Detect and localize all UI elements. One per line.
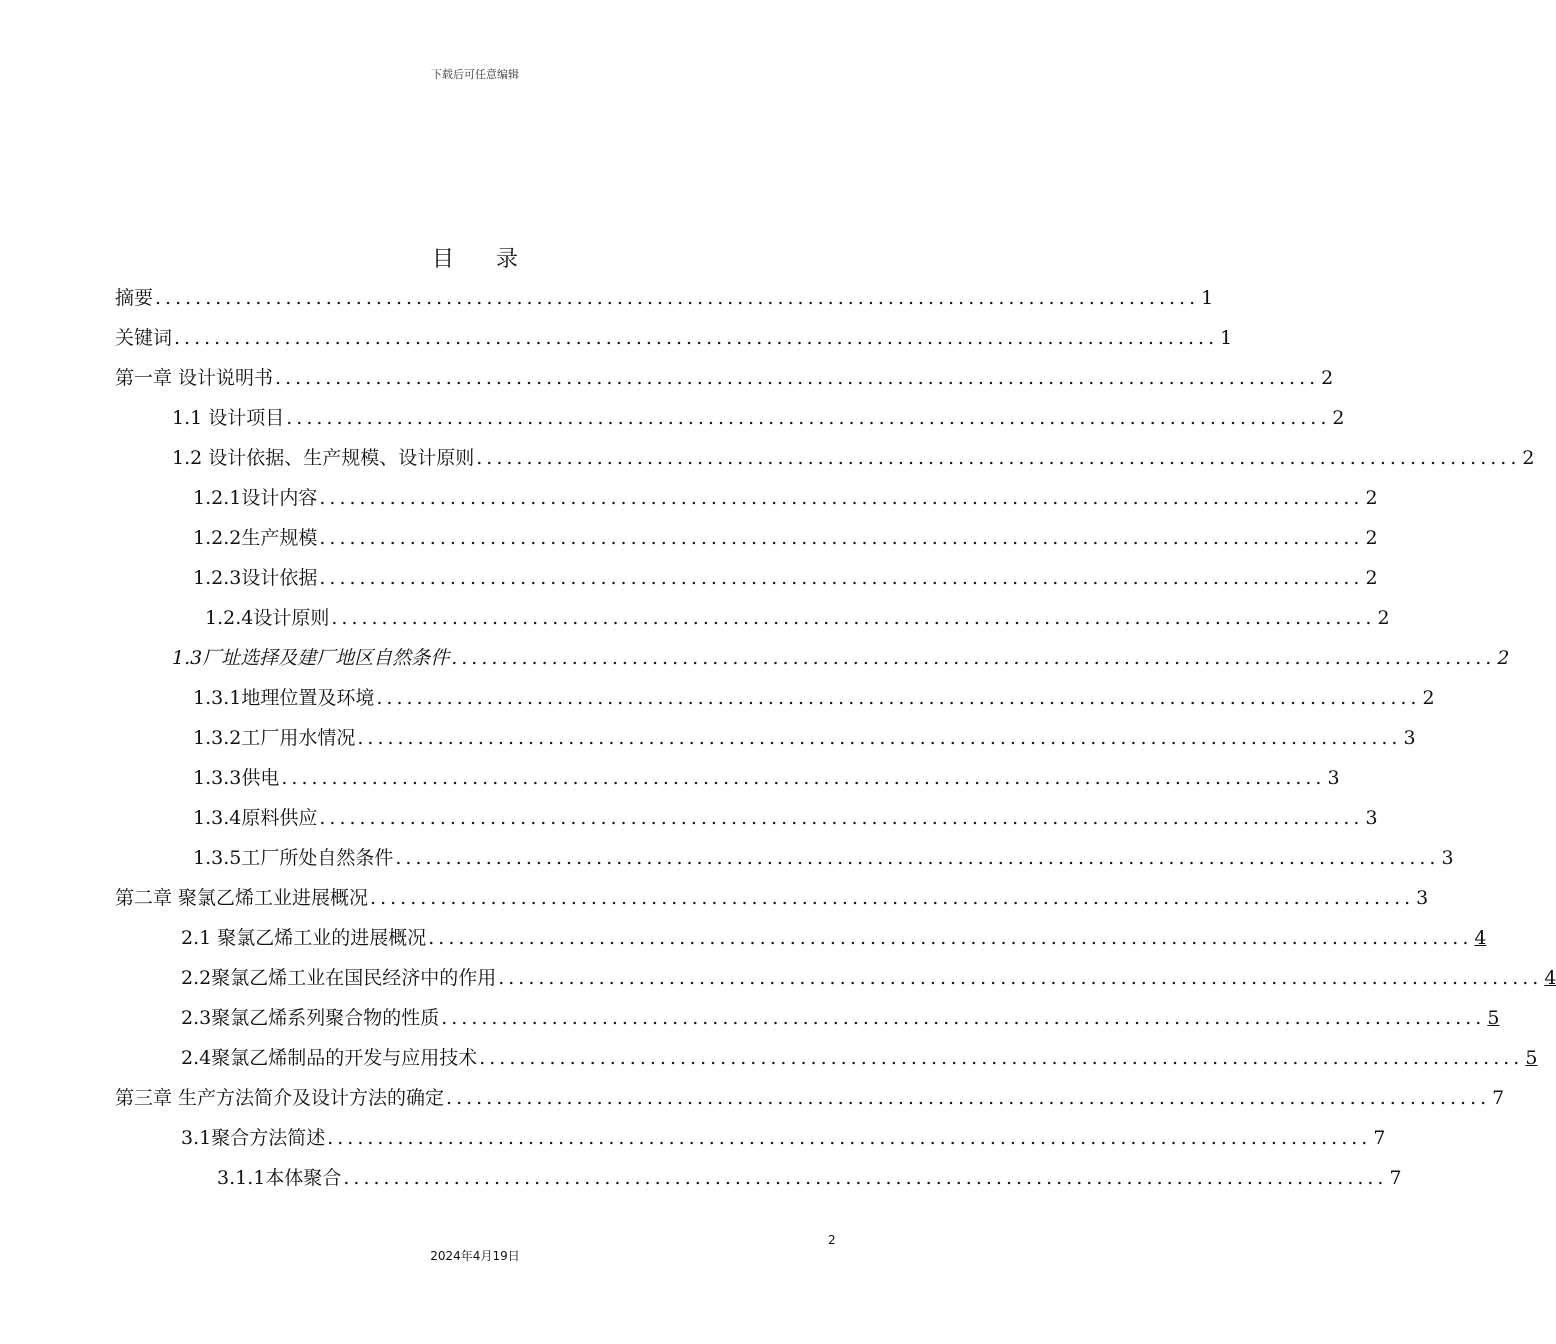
toc-entry-page: 7 bbox=[1389, 1167, 1402, 1189]
toc-entry-label: 3.1.1本体聚合 bbox=[217, 1167, 342, 1189]
toc-entry-label: 1.2.2生产规模 bbox=[193, 527, 318, 549]
toc-entry-page: 3 bbox=[1441, 847, 1454, 869]
toc-leader: ........................................................................................................ bbox=[370, 887, 1415, 909]
toc-entry[interactable] bbox=[205, 600, 1390, 636]
toc-entry-label: 1.1 设计项目 bbox=[172, 407, 285, 429]
toc-leader: ........................................................................................................ bbox=[319, 807, 1364, 829]
toc-entry[interactable] bbox=[181, 1040, 1538, 1076]
toc-leader: ........................................................................................................ bbox=[174, 327, 1219, 349]
toc-entry[interactable] bbox=[115, 360, 1334, 396]
toc-entry[interactable] bbox=[193, 560, 1378, 596]
toc-leader: ........................................................................................................ bbox=[286, 407, 1331, 429]
toc-entry[interactable] bbox=[181, 920, 1487, 956]
toc-entry-label: 1.3.3供电 bbox=[193, 767, 280, 789]
toc-entry-label: 1.2 设计依据、生产规模、设计原则 bbox=[172, 447, 475, 469]
toc-leader: ........................................................................................................ bbox=[155, 287, 1200, 309]
toc-entry-label: 第二章 聚氯乙烯工业进展概况 bbox=[115, 887, 369, 909]
toc-entry[interactable] bbox=[193, 800, 1378, 836]
toc-entry-label: 2.2聚氯乙烯工业在国民经济中的作用 bbox=[181, 967, 497, 989]
toc-leader: ........................................................................................................ bbox=[275, 367, 1320, 389]
toc-leader: ........................................................................................................ bbox=[319, 527, 1364, 549]
toc-leader: ........................................................................................................ bbox=[441, 1007, 1486, 1029]
toc-entry[interactable] bbox=[115, 320, 1233, 356]
toc-entry-label: 1.3.1地理位置及环境 bbox=[193, 687, 375, 709]
toc-entry-page: 1 bbox=[1220, 327, 1233, 349]
toc-leader: ........................................................................................................ bbox=[446, 1087, 1491, 1109]
toc-leader: ........................................................................................................ bbox=[376, 687, 1421, 709]
toc-entry-page: 3 bbox=[1365, 807, 1378, 829]
toc-entry[interactable] bbox=[217, 1160, 1402, 1196]
toc-entry-page: 5 bbox=[1487, 1007, 1500, 1029]
toc-entry[interactable] bbox=[115, 880, 1429, 916]
toc-entry-page: 2 bbox=[1522, 447, 1535, 469]
toc-entry-page: 7 bbox=[1373, 1127, 1386, 1149]
toc-entry-page: 3 bbox=[1327, 767, 1340, 789]
toc-entry-label: 1.3.5工厂所处自然条件 bbox=[193, 847, 394, 869]
toc-leader: ........................................................................................................ bbox=[327, 1127, 1372, 1149]
toc-entry[interactable] bbox=[193, 720, 1416, 756]
toc-leader: ........................................................................................................ bbox=[357, 727, 1402, 749]
toc-entry-page: 2 bbox=[1365, 527, 1378, 549]
toc-entry-page: 3 bbox=[1416, 887, 1429, 909]
toc-entry[interactable] bbox=[193, 840, 1454, 876]
toc-leader: ........................................................................................................ bbox=[319, 567, 1364, 589]
toc-entry-page: 2 bbox=[1321, 367, 1334, 389]
toc-leader: ........................................................................................................ bbox=[428, 927, 1473, 949]
toc-entry[interactable] bbox=[115, 280, 1214, 316]
toc-entry-page: 2 bbox=[1365, 487, 1378, 509]
toc-entry-page: 1 bbox=[1201, 287, 1214, 309]
toc-leader: ........................................................................................................ bbox=[476, 447, 1521, 469]
toc-entry-page: 2 bbox=[1422, 687, 1435, 709]
toc-entry-page: 2 bbox=[1365, 567, 1378, 589]
toc-entry-label: 第一章 设计说明书 bbox=[115, 367, 274, 389]
toc-entry-label: 2.3聚氯乙烯系列聚合物的性质 bbox=[181, 1007, 440, 1029]
toc-leader: ........................................................................................................ bbox=[395, 847, 1440, 869]
toc-leader: ........................................................................................................ bbox=[331, 607, 1376, 629]
toc-leader: ........................................................................................................ bbox=[479, 1047, 1524, 1069]
toc-leader: ........................................................................................................ bbox=[319, 487, 1364, 509]
toc-entry-label: 1.2.4设计原则 bbox=[205, 607, 330, 629]
toc-entry-label: 1.2.3设计依据 bbox=[193, 567, 318, 589]
toc-entry[interactable] bbox=[172, 440, 1535, 476]
toc-entry-page: 3 bbox=[1403, 727, 1416, 749]
toc-entry-page: 5 bbox=[1525, 1047, 1538, 1069]
footer-date: 2024年4月19日 bbox=[430, 1249, 520, 1263]
toc-entry-label: 2.1 聚氯乙烯工业的进展概况 bbox=[181, 927, 427, 949]
toc-title: 目录 bbox=[431, 247, 560, 272]
toc-entry[interactable] bbox=[193, 520, 1378, 556]
toc-entry-page: 4 bbox=[1474, 927, 1487, 949]
toc-entry[interactable] bbox=[181, 960, 1556, 996]
toc-leader: ........................................................................................................ bbox=[451, 647, 1496, 669]
toc-entry-page: 2 bbox=[1377, 607, 1390, 629]
toc-entry[interactable] bbox=[172, 400, 1345, 436]
toc-entry[interactable] bbox=[193, 760, 1340, 796]
page-number: 2 bbox=[828, 1233, 836, 1247]
toc-leader: ........................................................................................................ bbox=[498, 967, 1543, 989]
toc-entry-label: 1.3.2工厂用水情况 bbox=[193, 727, 356, 749]
toc-entry-page: 4 bbox=[1544, 967, 1556, 989]
toc-entry[interactable] bbox=[172, 640, 1510, 676]
toc-entry[interactable] bbox=[181, 1120, 1386, 1156]
toc-entry-label: 摘要 bbox=[115, 287, 154, 309]
toc-entry[interactable] bbox=[193, 480, 1378, 516]
toc-entry-page: 7 bbox=[1492, 1087, 1505, 1109]
toc-entry-label: 第三章 生产方法简介及设计方法的确定 bbox=[115, 1087, 445, 1109]
toc-entry-label: 2.4聚氯乙烯制品的开发与应用技术 bbox=[181, 1047, 478, 1069]
toc-leader: ........................................................................................................ bbox=[281, 767, 1326, 789]
toc-entry-label: 关键词 bbox=[115, 327, 173, 349]
toc-leader: ........................................................................................................ bbox=[343, 1167, 1388, 1189]
toc-entry-label: 1.3.4原料供应 bbox=[193, 807, 318, 829]
toc-entry-page: 2 bbox=[1332, 407, 1345, 429]
toc-entry-label: 1.3厂址选择及建厂地区自然条件 bbox=[172, 647, 450, 669]
toc-entry-label: 1.2.1设计内容 bbox=[193, 487, 318, 509]
toc-entry-page: 2 bbox=[1497, 647, 1510, 669]
toc-entry[interactable] bbox=[115, 1080, 1505, 1116]
toc-entry[interactable] bbox=[193, 680, 1435, 716]
toc-entry[interactable] bbox=[181, 1000, 1500, 1036]
header-note: 下载后可任意编辑 bbox=[431, 68, 519, 81]
toc-entry-label: 3.1聚合方法简述 bbox=[181, 1127, 326, 1149]
